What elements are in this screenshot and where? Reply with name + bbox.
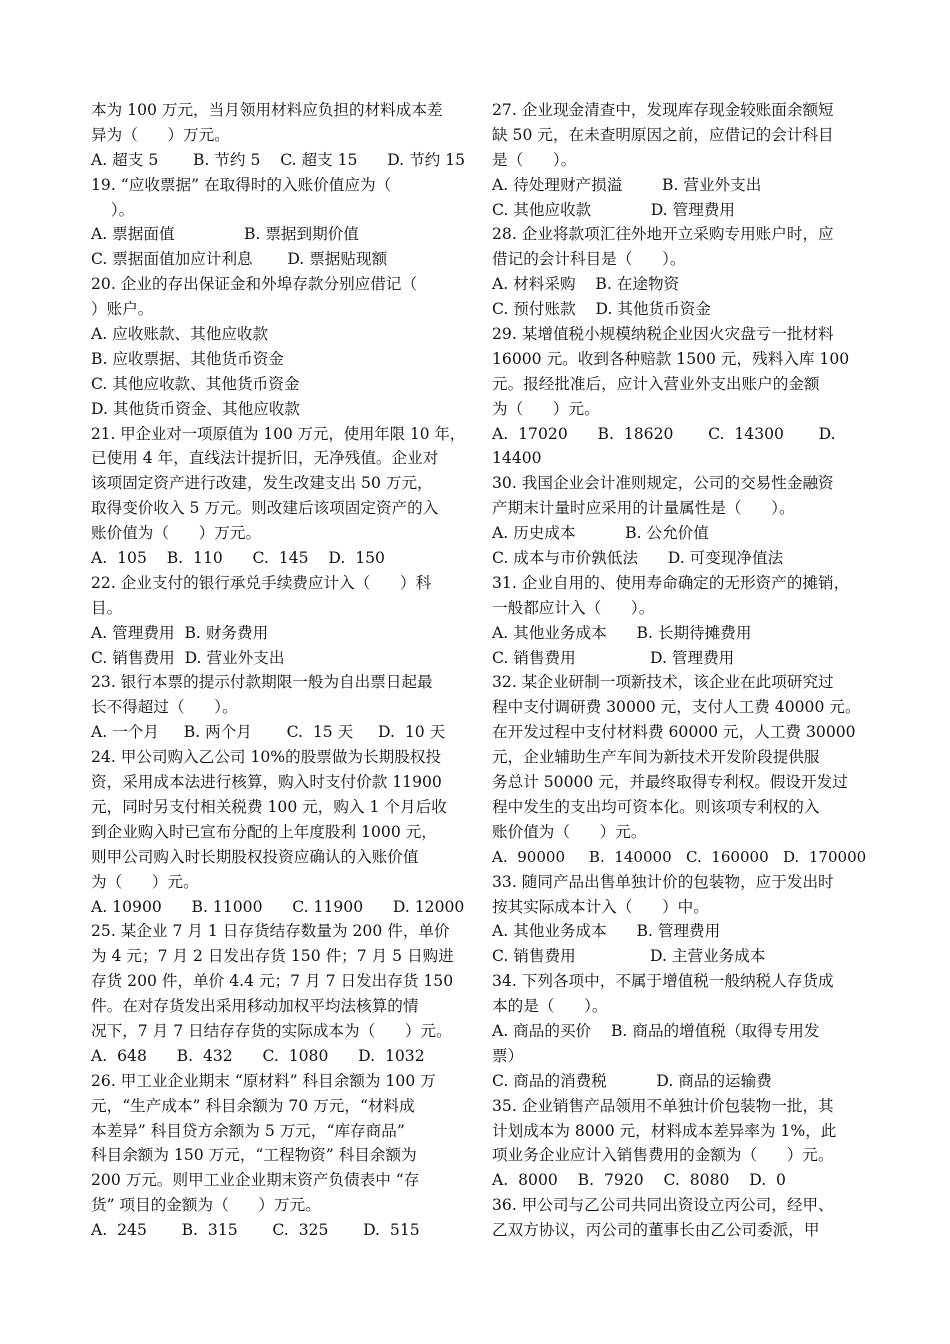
text-line: 务总计 50000 元，并最终取得专利权。假设开发过 <box>492 773 848 792</box>
text-line: 账价值为（ ）万元。 <box>91 524 262 543</box>
text-line: 程中发生的支出均可资本化。则该项专利权的入 <box>492 797 820 816</box>
text-line: A. 90000 B. 140000 C. 160000 D. 170000 <box>492 847 867 866</box>
text-line: A. 10900 B. 11000 C. 11900 D. 12000 <box>91 897 465 916</box>
text-line: 33. 随同产品出售单独计价的包装物，应于发出时 <box>492 872 834 891</box>
text-line: 14400 <box>492 449 542 468</box>
text-line: C. 销售费用 D. 主营业务成本 <box>492 947 766 966</box>
text-line: 31. 企业自用的、使用寿命确定的无形资产的摊销， <box>492 573 850 592</box>
text-line: C. 预付账款 D. 其他货币资金 <box>492 300 711 319</box>
text-line: D. 其他货币资金、其他应收款 <box>91 399 300 418</box>
text-line: 目。 <box>91 598 123 617</box>
text-line: A. 其他业务成本 B. 管理费用 <box>492 922 721 941</box>
text-line: 科目余额为 150 万元，“工程物资” 科目余额为 <box>91 1146 417 1165</box>
text-line: A. 商品的买价 B. 商品的增值税（取得专用发 <box>492 1021 820 1040</box>
text-line: ）账户。 <box>91 300 154 319</box>
text-line: C. 销售费用 D. 管理费用 <box>492 648 735 667</box>
text-line: 16000 元。收到各种赔款 1500 元，残料入库 100 <box>492 349 850 368</box>
text-line: 计划成本为 8000 元，材料成本差异率为 1%，此 <box>492 1121 837 1140</box>
text-line: 件。在对存货发出采用移动加权平均法核算的情 <box>91 997 419 1016</box>
text-line: 票） <box>492 1046 524 1065</box>
text-line: 缺 50 元，在未查明原因之前，应借记的会计科目 <box>492 125 834 144</box>
text-line: 32. 某企业研制一项新技术，该企业在此项研究过 <box>492 673 834 692</box>
text-line: 是（ ）。 <box>492 150 577 169</box>
text-line: 本为 100 万元，当月领用材料应负担的材料成本差 <box>91 101 443 119</box>
text-line: 则甲公司购入时长期股权投资应确认的入账价值 <box>91 847 419 866</box>
text-line: A. 待处理财产损溢 B. 营业外支出 <box>492 175 762 194</box>
text-line: A. 648 B. 432 C. 1080 D. 1032 <box>91 1046 425 1065</box>
text-line: 元，“生产成本” 科目余额为 70 万元，“材料成 <box>91 1096 415 1115</box>
text-line: A. 票据面值 B. 票据到期价值 <box>91 225 359 244</box>
text-line: A. 105 B. 110 C. 145 D. 150 <box>91 549 385 568</box>
text-line: A. 一个月 B. 两个月 C. 15 天 D. 10 天 <box>91 723 446 742</box>
text-line: C. 成本与市价孰低法 D. 可变现净值法 <box>492 549 784 568</box>
text-line: 程中支付调研费 30000 元，支付人工费 40000 元。 <box>492 698 861 717</box>
text-line: 存货 200 件，单价 4.4 元；7 月 7 日发出存货 150 <box>91 972 454 991</box>
text-line: C. 销售费用 D. 营业外支出 <box>91 648 285 667</box>
text-line: 26. 甲工业企业期末 “原材料” 科目余额为 100 万 <box>91 1071 436 1090</box>
right-column <box>492 98 870 1243</box>
text-line: ）。 <box>91 200 135 219</box>
text-line: 为（ ）元。 <box>91 872 199 891</box>
text-line: A. 历史成本 B. 公允价值 <box>492 524 709 543</box>
text-line: 34. 下列各项中，不属于增值税一般纳税人存货成 <box>492 972 834 991</box>
text-line: A. 17020 B. 18620 C. 14300 D. <box>492 424 836 443</box>
text-line: 乙双方协议，丙公司的董事长由乙公司委派，甲 <box>492 1221 820 1240</box>
text-line: 元。报经批准后，应计入营业外支出账户的金额 <box>492 374 820 393</box>
text-line: 为（ ）元。 <box>492 399 600 418</box>
text-line: 元，同时另支付相关税费 100 元，购入 1 个月后收 <box>91 797 447 816</box>
text-line: 元，企业辅助生产车间为新技术开发阶段提供服 <box>492 748 820 767</box>
text-line: 24. 甲公司购入乙公司 10%的股票做为长期股权投 <box>91 748 442 767</box>
text-line: 在开发过程中支付材料费 60000 元，人工费 30000 <box>492 723 856 742</box>
text-line: 为 4 元；7 月 2 日发出存货 150 件；7 月 5 日购进 <box>91 947 454 966</box>
text-line: A. 超支 5 B. 节约 5 C. 超支 15 D. 节约 15 <box>91 150 466 169</box>
text-line: 一般都应计入（ ）。 <box>492 598 655 617</box>
text-line: 35. 企业销售产品领用不单独计价包装物一批，其 <box>492 1096 834 1115</box>
text-line: 22. 企业支付的银行承兑手续费应计入（ ）科 <box>91 573 432 592</box>
text-line: 到企业购入时已宣布分配的上年度股利 1000 元， <box>91 822 437 841</box>
text-line: B. 应收票据、其他货币资金 <box>91 349 284 368</box>
text-line: 长不得超过（ ）。 <box>91 698 238 717</box>
text-line: 况下，7 月 7 日结存存货的实际成本为（ ）元。 <box>91 1021 452 1040</box>
text-line: A. 材料采购 B. 在途物资 <box>492 275 680 294</box>
text-line: A. 应收账款、其他应收款 <box>91 325 269 344</box>
text-line: 36. 甲公司与乙公司共同出资设立丙公司，经甲、 <box>492 1196 834 1215</box>
text-line: 本差异” 科目贷方余额为 5 万元，“库存商品” <box>91 1121 405 1140</box>
text-line: 项业务企业应计入销售费用的金额为（ ）元。 <box>492 1146 834 1165</box>
text-line: 货” 项目的金额为（ ）万元。 <box>91 1196 321 1215</box>
text-line: A. 245 B. 315 C. 325 D. 515 <box>91 1221 420 1240</box>
text-line: 已使用 4 年，直线法计提折旧，无净残值。企业对 <box>91 449 439 468</box>
text-line: 本的是（ ）。 <box>492 997 608 1016</box>
text-line: 资，采用成本法进行核算，购入时支付价款 11900 <box>91 773 442 792</box>
text-line: 按其实际成本计入（ ）中。 <box>492 897 709 916</box>
text-line: 25. 某企业 7 月 1 日存货结存数量为 200 件，单价 <box>91 922 450 941</box>
text-line: 异为（ ）万元。 <box>91 125 230 144</box>
text-line: C. 其他应收款 D. 管理费用 <box>492 200 735 219</box>
text-line: 取得变价收入 5 万元。则改建后该项固定资产的入 <box>91 499 439 518</box>
text-line: 账价值为（ ）元。 <box>492 822 647 841</box>
text-line: 29. 某增值税小规模纳税企业因火灾盘亏一批材料 <box>492 325 834 344</box>
text-line: 20. 企业的存出保证金和外埠存款分别应借记（ <box>91 275 418 294</box>
text-line: 28. 企业将款项汇往外地开立采购专用账户时，应 <box>492 225 834 244</box>
text-line: 21. 甲企业对一项原值为 100 万元，使用年限 10 年， <box>91 424 466 443</box>
text-line: 200 万元。则甲工业企业期末资产负债表中 “存 <box>91 1171 420 1190</box>
text-line: A. 8000 B. 7920 C. 8080 D. 0 <box>492 1171 786 1190</box>
text-line: 产期末计量时应采用的计量属性是（ ）。 <box>492 499 795 518</box>
text-line: 19. “应收票据” 在取得时的入账价值应为（ <box>91 175 392 194</box>
text-line: C. 其他应收款、其他货币资金 <box>91 374 300 393</box>
text-line: C. 商品的消费税 D. 商品的运输费 <box>492 1071 772 1090</box>
text-line: A. 其他业务成本 B. 长期待摊费用 <box>492 623 752 642</box>
text-line: 30. 我国企业会计准则规定，公司的交易性金融资 <box>492 474 834 493</box>
text-line: 该项固定资产进行改建，发生改建支出 50 万元， <box>91 474 433 493</box>
left-column <box>91 98 469 1243</box>
text-line: 27. 企业现金清查中，发现库存现金较账面余额短 <box>492 101 834 119</box>
text-line: A. 管理费用 B. 财务费用 <box>91 623 269 642</box>
text-line: 借记的会计科目是（ ）。 <box>492 250 686 269</box>
text-line: 23. 银行本票的提示付款期限一般为自出票日起最 <box>91 673 433 692</box>
text-line: C. 票据面值加应计利息 D. 票据贴现额 <box>91 250 388 269</box>
